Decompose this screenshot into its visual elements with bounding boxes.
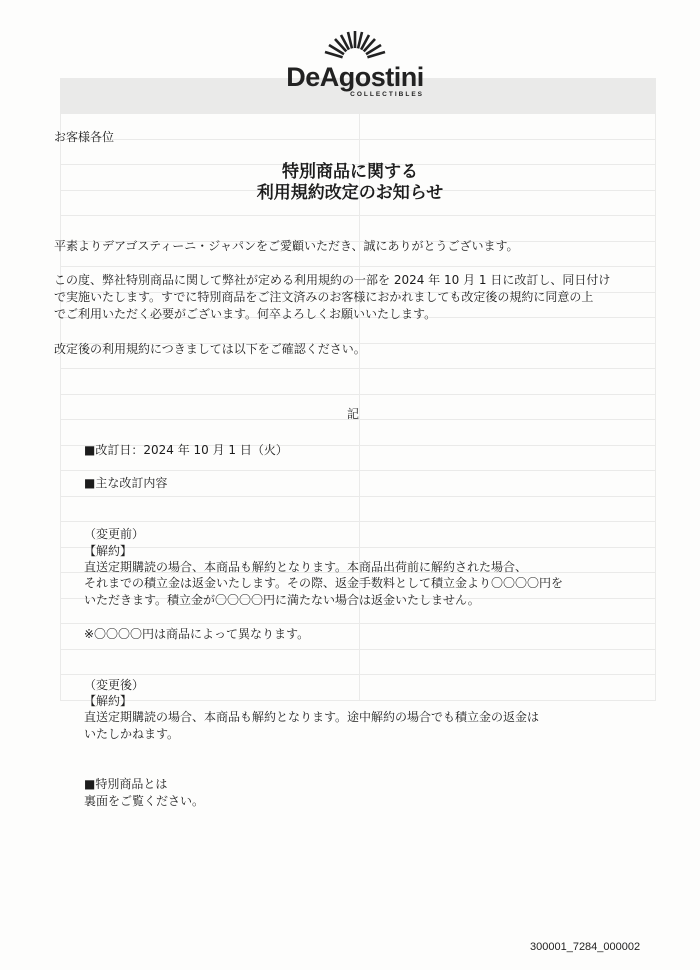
document-id: 300001_7284_000002 — [530, 941, 641, 953]
ki-marker: 記 — [347, 407, 360, 421]
after-heading: （変更後） — [84, 678, 145, 692]
title-line-2: 利用規約改定のお知らせ — [256, 183, 444, 203]
announcement-line-1: この度、弊社特別商品に関して弊社が定める利用規約の一部を 2024 年 10 月 1 日に改訂し、同日付け — [54, 273, 611, 287]
logo-wordmark: DeAgostini — [286, 62, 424, 92]
before-line-3: いただきます。積立金が〇〇〇〇円に満たない場合は返金いたしません。 — [84, 593, 480, 607]
announcement-line-3: でご利用いただく必要がございます。何卒よろしくお願いいたします。 — [54, 307, 437, 321]
before-note: ※〇〇〇〇円は商品によって異なります。 — [84, 627, 310, 641]
after-line-2: いたしかねます。 — [84, 727, 180, 741]
sunburst-icon — [320, 28, 390, 62]
title-line-1: 特別商品に関する — [282, 162, 418, 182]
main-changes-heading: ■主な改訂内容 — [84, 476, 168, 490]
logo-subtitle: COLLECTIBLES — [350, 91, 424, 98]
special-products-text: 裏面をご覧ください。 — [84, 794, 205, 808]
deagostini-logo — [270, 28, 440, 108]
greeting-text: 平素よりデアゴスティーニ・ジャパンをご愛顧いただき、誠にありがとうございます。 — [54, 239, 519, 253]
confirm-text: 改定後の利用規約につきましては以下をご確認ください。 — [54, 342, 366, 356]
before-line-2: それまでの積立金は返金いたします。その際、返金手数料として積立金より〇〇〇〇円を — [84, 576, 564, 590]
salutation: お客様各位 — [54, 130, 115, 144]
revision-date: ■改訂日：2024 年 10 月 1 日（火） — [84, 443, 288, 457]
after-line-1: 直送定期購読の場合、本商品も解約となります。途中解約の場合でも積立金の返金は — [84, 710, 540, 724]
before-heading: （変更前） — [84, 527, 145, 541]
announcement-line-2: で実施いたします。すでに特別商品をご注文済みのお客様におかれましても改定後の規約に同意の上 — [54, 290, 594, 304]
special-products-heading: ■特別商品とは — [84, 777, 168, 791]
before-label: 【解約】 — [84, 544, 133, 558]
before-line-1: 直送定期購読の場合、本商品も解約となります。本商品出荷前に解約された場合、 — [84, 560, 528, 574]
after-label: 【解約】 — [84, 694, 133, 708]
